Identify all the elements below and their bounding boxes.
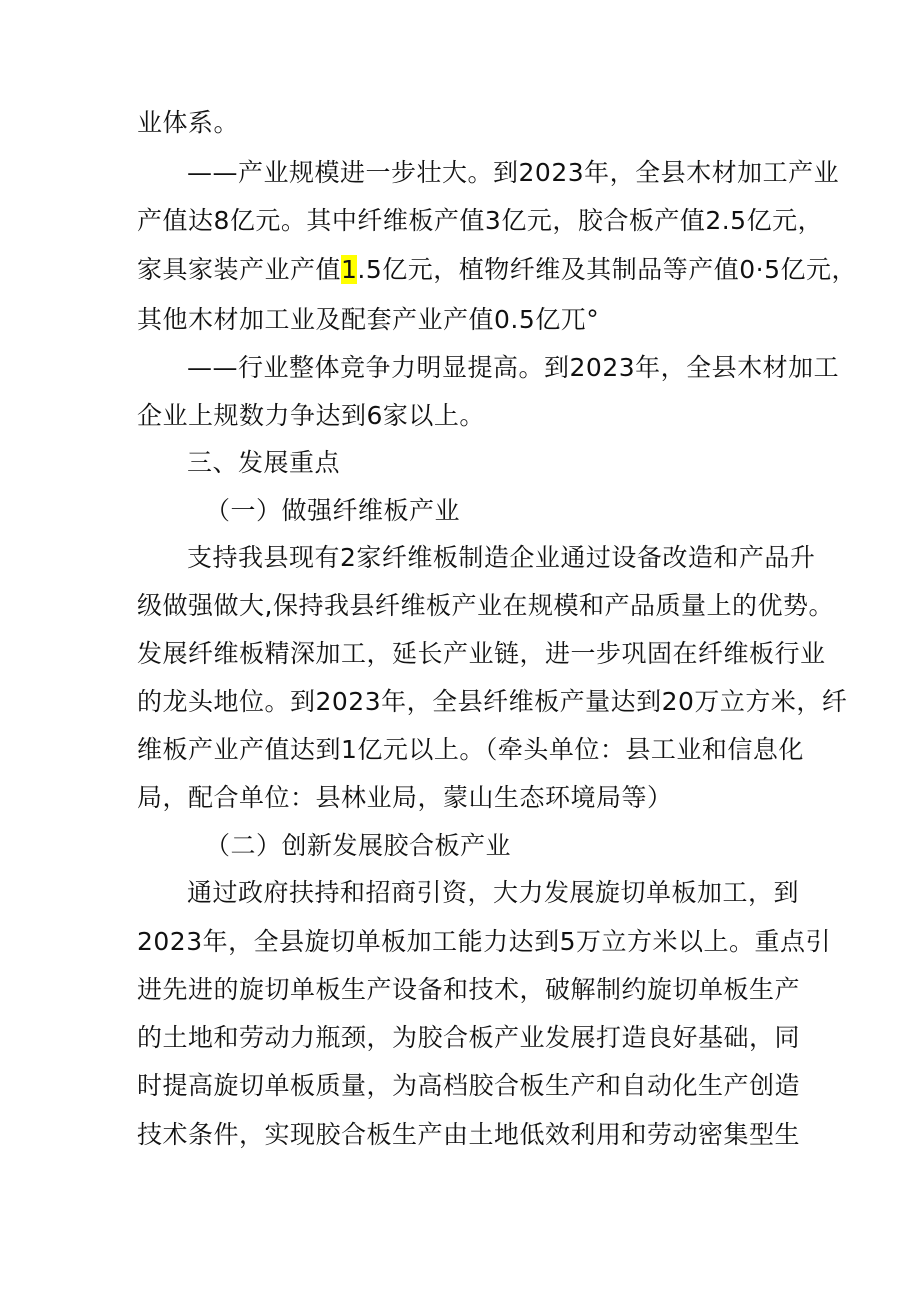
text-line: 的土地和劳动力瓶颈，为胶合板产业发展打造良好基础，同 <box>137 1023 801 1052</box>
text-line: 产值达8亿元。其中纤维板产值3亿元，胶合板产值2.5亿元， <box>137 206 824 235</box>
text-line: 进先进的旋切单板生产设备和技术，破解制约旋切单板生产 <box>137 975 801 1004</box>
text-line: 技术条件，实现胶合板生产由土地低效利用和劳动密集型生 <box>137 1120 801 1149</box>
subsection-heading: （一）做强纤维板产业 <box>205 496 461 525</box>
text-line: 2023年，全县旋切单板加工能力达到5万立方米以上。重点引 <box>137 927 832 956</box>
text-line: 支持我县现有2家纤维板制造企业通过设备改造和产品升 <box>187 543 816 572</box>
text-line: 的龙头地位。到2023年，全县纤维板产量达到20万立方米，纤 <box>137 687 848 716</box>
text-line: 业体系。 <box>137 108 240 137</box>
highlighted-text: 1 <box>341 255 358 284</box>
text-line: ——产业规模进一步壮大。到2023年，全县木材加工产业 <box>187 158 840 187</box>
text-segment: .5亿元，植物纤维及其制品等产值0·5亿元， <box>357 255 858 284</box>
text-line: 时提高旋切单板质量，为高档胶合板生产和自动化生产创造 <box>137 1071 801 1100</box>
text-segment: 家具家装产业产值 <box>137 255 342 284</box>
text-line: 其他木材加工业及配套产业产值0.5亿兀° <box>137 305 600 334</box>
section-heading: 三、发展重点 <box>187 448 341 477</box>
text-line: 企业上规数力争达到6家以上。 <box>137 401 485 430</box>
text-line: 级做强做大,保持我县纤维板产业在规模和产品质量上的优势。 <box>137 591 834 620</box>
text-line: ——行业整体竞争力明显提高。到2023年，全县木材加工 <box>187 353 840 382</box>
text-line-with-highlight <box>137 253 857 287</box>
text-line: 局，配合单位：县林业局，蒙山生态环境局等） <box>137 783 673 812</box>
text-line: 通过政府扶持和招商引资，大力发展旋切单板加工，到 <box>187 878 800 907</box>
subsection-heading: （二）创新发展胶合板产业 <box>205 831 512 860</box>
text-line: 维板产业产值达到1亿元以上。（牵头单位：县工业和信息化 <box>137 735 804 764</box>
text-line: 发展纤维板精深加工，延长产业链，进一步巩固在纤维板行业 <box>137 639 826 668</box>
